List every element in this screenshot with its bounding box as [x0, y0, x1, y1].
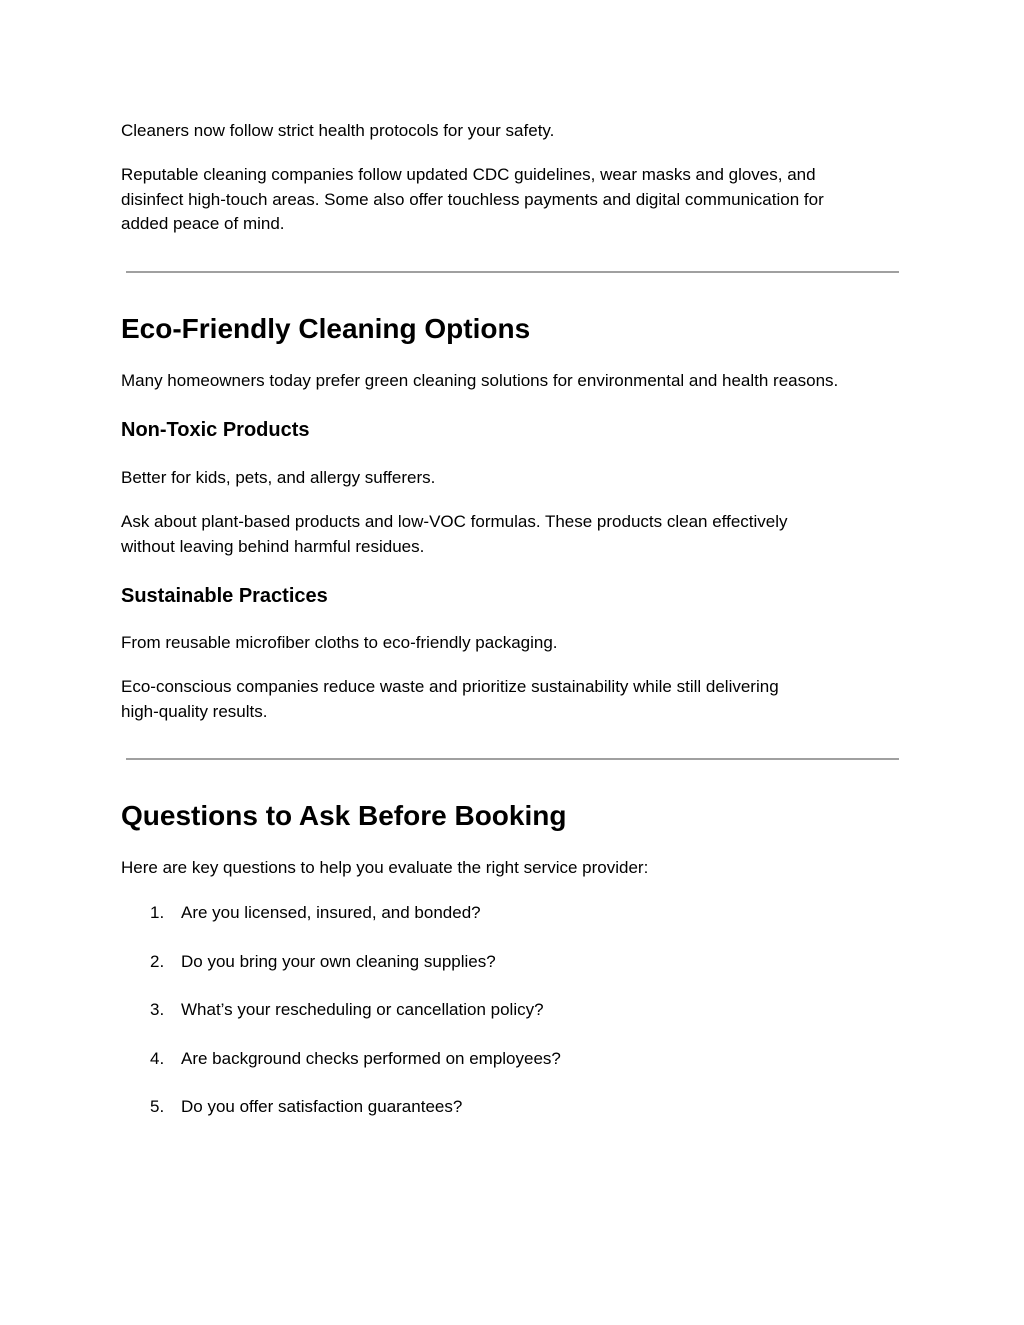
- questions-section-title: Questions to Ask Before Booking: [121, 800, 567, 831]
- section-divider: [126, 758, 899, 760]
- eco-intro: Many homeowners today prefer green cleaning solutions for environmental and health reasons.: [121, 371, 839, 390]
- non-toxic-paragraph: [121, 510, 788, 559]
- safety-paragraph-line: disinfect high-touch areas. Some also offer touchless payments and digital communication for: [121, 189, 824, 209]
- list-item-text: What’s your rescheduling or cancellation policy?: [181, 1000, 544, 1019]
- non-toxic-summary: Better for kids, pets, and allergy sufferers.: [121, 468, 436, 487]
- sustainable-paragraph-line: high-quality results.: [121, 701, 268, 721]
- section-divider: [126, 271, 899, 273]
- safety-intro: Cleaners now follow strict health protocols for your safety.: [121, 121, 555, 140]
- safety-paragraph: [121, 163, 824, 237]
- safety-paragraph-line: Reputable cleaning companies follow updated CDC guidelines, wear masks and gloves, and: [121, 165, 816, 184]
- sustainable-paragraph-line: Eco-conscious companies reduce waste and prioritize sustainability while still delivering: [121, 677, 779, 696]
- list-item-number: 2.: [150, 952, 165, 971]
- non-toxic-paragraph-line: without leaving behind harmful residues.: [121, 536, 425, 556]
- list-item-number: 3.: [150, 1000, 165, 1019]
- list-item-number: 5.: [150, 1097, 165, 1116]
- list-item-number: 4.: [150, 1049, 165, 1068]
- list-item-number: 1.: [150, 903, 165, 922]
- non-toxic-heading: Non-Toxic Products: [121, 419, 310, 441]
- sustainable-heading: Sustainable Practices: [121, 585, 328, 607]
- list-item-text: Do you offer satisfaction guarantees?: [181, 1097, 463, 1116]
- list-item-text: Do you bring your own cleaning supplies?: [181, 952, 496, 971]
- safety-paragraph-line: added peace of mind.: [121, 214, 285, 233]
- list-item-text: Are background checks performed on employees?: [181, 1049, 561, 1068]
- sustainable-summary: From reusable microfiber cloths to eco-friendly packaging.: [121, 633, 558, 652]
- eco-section-title: Eco-Friendly Cleaning Options: [121, 313, 531, 344]
- list-item-text: Are you licensed, insured, and bonded?: [181, 903, 481, 922]
- sustainable-paragraph: [121, 675, 779, 724]
- questions-intro: Here are key questions to help you evaluate the right service provider:: [121, 858, 649, 877]
- non-toxic-paragraph-line: Ask about plant-based products and low-VOC formulas. These products clean effectively: [121, 512, 788, 531]
